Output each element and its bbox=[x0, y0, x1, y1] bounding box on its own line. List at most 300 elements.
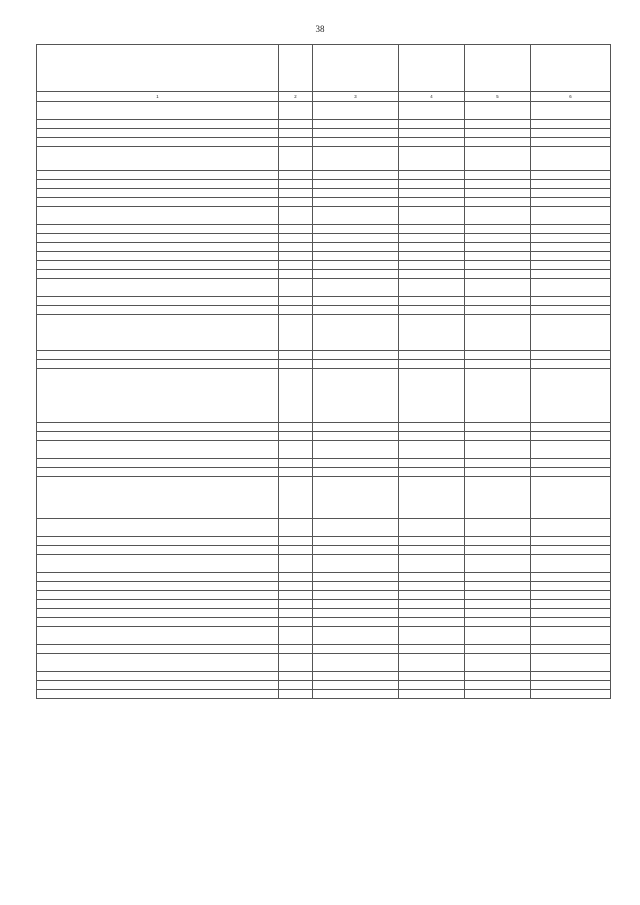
cell-classification-code bbox=[313, 654, 399, 672]
cell-executed bbox=[465, 459, 531, 468]
table-row bbox=[37, 591, 611, 600]
table-row bbox=[37, 627, 611, 645]
cell-approved bbox=[399, 102, 465, 120]
cell-unexecuted bbox=[531, 147, 611, 171]
budget-execution-table bbox=[36, 44, 611, 699]
cell-unexecuted bbox=[531, 129, 611, 138]
cell-classification-code bbox=[313, 582, 399, 591]
cell-approved bbox=[399, 207, 465, 225]
table-row bbox=[37, 138, 611, 147]
cell-approved bbox=[399, 672, 465, 681]
cell-name bbox=[37, 441, 279, 459]
cell-classification-code bbox=[313, 645, 399, 654]
cell-approved bbox=[399, 261, 465, 270]
cell-executed bbox=[465, 477, 531, 519]
cell-approved bbox=[399, 645, 465, 654]
cell-classification-code bbox=[313, 102, 399, 120]
cell-approved bbox=[399, 546, 465, 555]
cell-unexecuted bbox=[531, 468, 611, 477]
cell-name bbox=[37, 297, 279, 306]
cell-approved bbox=[399, 555, 465, 573]
cell-classification-code bbox=[313, 243, 399, 252]
cell-line-code bbox=[279, 243, 313, 252]
cell-executed bbox=[465, 225, 531, 234]
cell-classification-code bbox=[313, 171, 399, 180]
cell-unexecuted bbox=[531, 423, 611, 432]
column-number: 4 bbox=[399, 92, 465, 102]
cell-name bbox=[37, 672, 279, 681]
cell-unexecuted bbox=[531, 654, 611, 672]
cell-approved bbox=[399, 468, 465, 477]
cell-unexecuted bbox=[531, 555, 611, 573]
table-row bbox=[37, 306, 611, 315]
cell-executed bbox=[465, 645, 531, 654]
table-body bbox=[37, 92, 611, 699]
cell-line-code bbox=[279, 555, 313, 573]
cell-line-code bbox=[279, 423, 313, 432]
cell-executed bbox=[465, 519, 531, 537]
cell-unexecuted bbox=[531, 690, 611, 699]
cell-name bbox=[37, 369, 279, 423]
cell-line-code bbox=[279, 297, 313, 306]
cell-name bbox=[37, 591, 279, 600]
table-row bbox=[37, 279, 611, 297]
cell-executed bbox=[465, 129, 531, 138]
cell-executed bbox=[465, 573, 531, 582]
cell-executed bbox=[465, 423, 531, 432]
cell-line-code bbox=[279, 690, 313, 699]
cell-name bbox=[37, 459, 279, 468]
cell-approved bbox=[399, 198, 465, 207]
cell-name bbox=[37, 279, 279, 297]
cell-name bbox=[37, 681, 279, 690]
cell-executed bbox=[465, 618, 531, 627]
cell-approved bbox=[399, 690, 465, 699]
column-number: 3 bbox=[313, 92, 399, 102]
cell-line-code bbox=[279, 591, 313, 600]
cell-executed bbox=[465, 171, 531, 180]
cell-classification-code bbox=[313, 120, 399, 129]
table-row bbox=[37, 423, 611, 432]
cell-name bbox=[37, 252, 279, 261]
cell-approved bbox=[399, 306, 465, 315]
cell-unexecuted bbox=[531, 600, 611, 609]
table-row bbox=[37, 369, 611, 423]
cell-unexecuted bbox=[531, 180, 611, 189]
cell-line-code bbox=[279, 600, 313, 609]
column-header-line-code bbox=[279, 45, 313, 92]
cell-name bbox=[37, 261, 279, 270]
cell-name bbox=[37, 234, 279, 243]
column-header-classification-code bbox=[313, 45, 399, 92]
cell-name bbox=[37, 243, 279, 252]
column-number: 6 bbox=[531, 92, 611, 102]
cell-executed bbox=[465, 306, 531, 315]
cell-classification-code bbox=[313, 189, 399, 198]
cell-unexecuted bbox=[531, 573, 611, 582]
table-row bbox=[37, 537, 611, 546]
cell-approved bbox=[399, 459, 465, 468]
cell-line-code bbox=[279, 171, 313, 180]
cell-name bbox=[37, 609, 279, 618]
cell-line-code bbox=[279, 477, 313, 519]
cell-approved bbox=[399, 423, 465, 432]
cell-approved bbox=[399, 225, 465, 234]
cell-line-code bbox=[279, 546, 313, 555]
cell-line-code bbox=[279, 654, 313, 672]
table-row bbox=[37, 351, 611, 360]
cell-unexecuted bbox=[531, 198, 611, 207]
cell-executed bbox=[465, 189, 531, 198]
cell-line-code bbox=[279, 360, 313, 369]
cell-unexecuted bbox=[531, 672, 611, 681]
cell-classification-code bbox=[313, 681, 399, 690]
cell-line-code bbox=[279, 441, 313, 459]
cell-name bbox=[37, 120, 279, 129]
cell-approved bbox=[399, 351, 465, 360]
table-row bbox=[37, 468, 611, 477]
cell-executed bbox=[465, 279, 531, 297]
table-row bbox=[37, 672, 611, 681]
cell-unexecuted bbox=[531, 120, 611, 129]
cell-executed bbox=[465, 102, 531, 120]
cell-name bbox=[37, 129, 279, 138]
cell-classification-code bbox=[313, 351, 399, 360]
cell-unexecuted bbox=[531, 459, 611, 468]
cell-executed bbox=[465, 441, 531, 459]
cell-approved bbox=[399, 600, 465, 609]
cell-line-code bbox=[279, 369, 313, 423]
cell-name bbox=[37, 690, 279, 699]
cell-line-code bbox=[279, 537, 313, 546]
cell-line-code bbox=[279, 618, 313, 627]
table-row bbox=[37, 681, 611, 690]
cell-line-code bbox=[279, 234, 313, 243]
cell-unexecuted bbox=[531, 171, 611, 180]
cell-unexecuted bbox=[531, 477, 611, 519]
cell-executed bbox=[465, 297, 531, 306]
column-number-row bbox=[37, 92, 611, 102]
cell-approved bbox=[399, 519, 465, 537]
table-row bbox=[37, 477, 611, 519]
cell-executed bbox=[465, 180, 531, 189]
table-row bbox=[37, 297, 611, 306]
cell-unexecuted bbox=[531, 351, 611, 360]
cell-executed bbox=[465, 609, 531, 618]
cell-approved bbox=[399, 129, 465, 138]
cell-name bbox=[37, 519, 279, 537]
cell-approved bbox=[399, 189, 465, 198]
table-row bbox=[37, 243, 611, 252]
table-row bbox=[37, 171, 611, 180]
cell-name bbox=[37, 555, 279, 573]
table-row bbox=[37, 360, 611, 369]
cell-name bbox=[37, 537, 279, 546]
cell-line-code bbox=[279, 306, 313, 315]
cell-classification-code bbox=[313, 618, 399, 627]
cell-executed bbox=[465, 537, 531, 546]
cell-classification-code bbox=[313, 432, 399, 441]
cell-executed bbox=[465, 672, 531, 681]
cell-executed bbox=[465, 360, 531, 369]
cell-classification-code bbox=[313, 600, 399, 609]
cell-unexecuted bbox=[531, 225, 611, 234]
cell-line-code bbox=[279, 468, 313, 477]
column-number: 2 bbox=[279, 92, 313, 102]
cell-approved bbox=[399, 234, 465, 243]
cell-unexecuted bbox=[531, 138, 611, 147]
cell-approved bbox=[399, 477, 465, 519]
cell-approved bbox=[399, 279, 465, 297]
cell-name bbox=[37, 180, 279, 189]
cell-executed bbox=[465, 147, 531, 171]
cell-unexecuted bbox=[531, 207, 611, 225]
cell-approved bbox=[399, 297, 465, 306]
cell-classification-code bbox=[313, 690, 399, 699]
cell-unexecuted bbox=[531, 270, 611, 279]
cell-line-code bbox=[279, 582, 313, 591]
cell-approved bbox=[399, 270, 465, 279]
cell-classification-code bbox=[313, 477, 399, 519]
cell-executed bbox=[465, 138, 531, 147]
table-row bbox=[37, 618, 611, 627]
cell-line-code bbox=[279, 252, 313, 261]
table-row bbox=[37, 432, 611, 441]
cell-classification-code bbox=[313, 546, 399, 555]
cell-classification-code bbox=[313, 369, 399, 423]
column-header-unexecuted bbox=[531, 45, 611, 92]
cell-name bbox=[37, 147, 279, 171]
cell-approved bbox=[399, 591, 465, 600]
cell-executed bbox=[465, 252, 531, 261]
column-number: 1 bbox=[37, 92, 279, 102]
cell-approved bbox=[399, 609, 465, 618]
cell-approved bbox=[399, 360, 465, 369]
cell-classification-code bbox=[313, 315, 399, 351]
cell-name bbox=[37, 102, 279, 120]
cell-classification-code bbox=[313, 279, 399, 297]
cell-classification-code bbox=[313, 537, 399, 546]
column-header-name bbox=[37, 45, 279, 92]
cell-approved bbox=[399, 441, 465, 459]
cell-line-code bbox=[279, 207, 313, 225]
page-number: 38 bbox=[315, 24, 325, 34]
cell-name bbox=[37, 627, 279, 645]
table-row bbox=[37, 270, 611, 279]
cell-executed bbox=[465, 468, 531, 477]
cell-name bbox=[37, 171, 279, 180]
cell-classification-code bbox=[313, 423, 399, 432]
cell-executed bbox=[465, 243, 531, 252]
cell-line-code bbox=[279, 672, 313, 681]
cell-unexecuted bbox=[531, 252, 611, 261]
cell-name bbox=[37, 645, 279, 654]
table-row bbox=[37, 519, 611, 537]
cell-approved bbox=[399, 180, 465, 189]
cell-executed bbox=[465, 315, 531, 351]
cell-name bbox=[37, 315, 279, 351]
cell-line-code bbox=[279, 573, 313, 582]
cell-classification-code bbox=[313, 252, 399, 261]
column-header-executed bbox=[465, 45, 531, 92]
cell-classification-code bbox=[313, 555, 399, 573]
cell-unexecuted bbox=[531, 102, 611, 120]
cell-executed bbox=[465, 234, 531, 243]
cell-line-code bbox=[279, 681, 313, 690]
cell-name bbox=[37, 618, 279, 627]
cell-line-code bbox=[279, 279, 313, 297]
cell-executed bbox=[465, 654, 531, 672]
cell-name bbox=[37, 351, 279, 360]
cell-unexecuted bbox=[531, 189, 611, 198]
table-row bbox=[37, 102, 611, 120]
cell-line-code bbox=[279, 432, 313, 441]
table-row bbox=[37, 654, 611, 672]
cell-classification-code bbox=[313, 627, 399, 645]
cell-unexecuted bbox=[531, 360, 611, 369]
cell-executed bbox=[465, 690, 531, 699]
cell-line-code bbox=[279, 261, 313, 270]
cell-executed bbox=[465, 681, 531, 690]
table-row bbox=[37, 315, 611, 351]
table-row bbox=[37, 198, 611, 207]
cell-executed bbox=[465, 261, 531, 270]
cell-unexecuted bbox=[531, 591, 611, 600]
cell-classification-code bbox=[313, 306, 399, 315]
cell-unexecuted bbox=[531, 546, 611, 555]
cell-line-code bbox=[279, 609, 313, 618]
cell-classification-code bbox=[313, 468, 399, 477]
cell-classification-code bbox=[313, 360, 399, 369]
cell-classification-code bbox=[313, 198, 399, 207]
cell-executed bbox=[465, 582, 531, 591]
cell-name bbox=[37, 468, 279, 477]
cell-unexecuted bbox=[531, 627, 611, 645]
cell-line-code bbox=[279, 270, 313, 279]
cell-unexecuted bbox=[531, 432, 611, 441]
cell-classification-code bbox=[313, 672, 399, 681]
cell-classification-code bbox=[313, 225, 399, 234]
cell-name bbox=[37, 432, 279, 441]
cell-classification-code bbox=[313, 609, 399, 618]
cell-approved bbox=[399, 582, 465, 591]
cell-line-code bbox=[279, 225, 313, 234]
table-row bbox=[37, 600, 611, 609]
cell-classification-code bbox=[313, 573, 399, 582]
cell-unexecuted bbox=[531, 645, 611, 654]
table-row bbox=[37, 120, 611, 129]
cell-line-code bbox=[279, 645, 313, 654]
cell-approved bbox=[399, 252, 465, 261]
cell-classification-code bbox=[313, 234, 399, 243]
cell-executed bbox=[465, 369, 531, 423]
cell-executed bbox=[465, 120, 531, 129]
table-row bbox=[37, 180, 611, 189]
cell-classification-code bbox=[313, 147, 399, 171]
cell-classification-code bbox=[313, 129, 399, 138]
table-row bbox=[37, 582, 611, 591]
cell-approved bbox=[399, 243, 465, 252]
cell-line-code bbox=[279, 315, 313, 351]
cell-classification-code bbox=[313, 270, 399, 279]
cell-classification-code bbox=[313, 180, 399, 189]
cell-executed bbox=[465, 198, 531, 207]
table-row bbox=[37, 129, 611, 138]
cell-classification-code bbox=[313, 297, 399, 306]
cell-approved bbox=[399, 369, 465, 423]
cell-unexecuted bbox=[531, 681, 611, 690]
cell-line-code bbox=[279, 519, 313, 537]
cell-name bbox=[37, 546, 279, 555]
cell-approved bbox=[399, 654, 465, 672]
table-row bbox=[37, 441, 611, 459]
cell-unexecuted bbox=[531, 279, 611, 297]
cell-executed bbox=[465, 351, 531, 360]
cell-approved bbox=[399, 147, 465, 171]
cell-line-code bbox=[279, 189, 313, 198]
cell-executed bbox=[465, 270, 531, 279]
cell-line-code bbox=[279, 138, 313, 147]
table-row bbox=[37, 234, 611, 243]
table-header-row bbox=[37, 45, 611, 92]
cell-approved bbox=[399, 681, 465, 690]
cell-executed bbox=[465, 555, 531, 573]
cell-name bbox=[37, 225, 279, 234]
cell-executed bbox=[465, 591, 531, 600]
column-header-approved bbox=[399, 45, 465, 92]
cell-line-code bbox=[279, 351, 313, 360]
cell-approved bbox=[399, 432, 465, 441]
cell-executed bbox=[465, 207, 531, 225]
cell-line-code bbox=[279, 120, 313, 129]
cell-classification-code bbox=[313, 441, 399, 459]
cell-line-code bbox=[279, 198, 313, 207]
cell-unexecuted bbox=[531, 234, 611, 243]
cell-name bbox=[37, 573, 279, 582]
table-row bbox=[37, 261, 611, 270]
cell-line-code bbox=[279, 129, 313, 138]
table-row bbox=[37, 573, 611, 582]
cell-executed bbox=[465, 600, 531, 609]
cell-unexecuted bbox=[531, 243, 611, 252]
cell-name bbox=[37, 189, 279, 198]
cell-classification-code bbox=[313, 591, 399, 600]
cell-name bbox=[37, 600, 279, 609]
cell-classification-code bbox=[313, 261, 399, 270]
cell-executed bbox=[465, 627, 531, 645]
cell-unexecuted bbox=[531, 306, 611, 315]
cell-name bbox=[37, 306, 279, 315]
cell-line-code bbox=[279, 147, 313, 171]
table-row bbox=[37, 147, 611, 171]
cell-unexecuted bbox=[531, 582, 611, 591]
cell-name bbox=[37, 270, 279, 279]
table-row bbox=[37, 555, 611, 573]
table-row bbox=[37, 546, 611, 555]
cell-line-code bbox=[279, 627, 313, 645]
cell-unexecuted bbox=[531, 519, 611, 537]
table-row bbox=[37, 252, 611, 261]
cell-approved bbox=[399, 120, 465, 129]
cell-unexecuted bbox=[531, 315, 611, 351]
cell-approved bbox=[399, 171, 465, 180]
cell-name bbox=[37, 198, 279, 207]
table-row bbox=[37, 207, 611, 225]
cell-approved bbox=[399, 618, 465, 627]
cell-name bbox=[37, 207, 279, 225]
cell-unexecuted bbox=[531, 297, 611, 306]
cell-approved bbox=[399, 537, 465, 546]
